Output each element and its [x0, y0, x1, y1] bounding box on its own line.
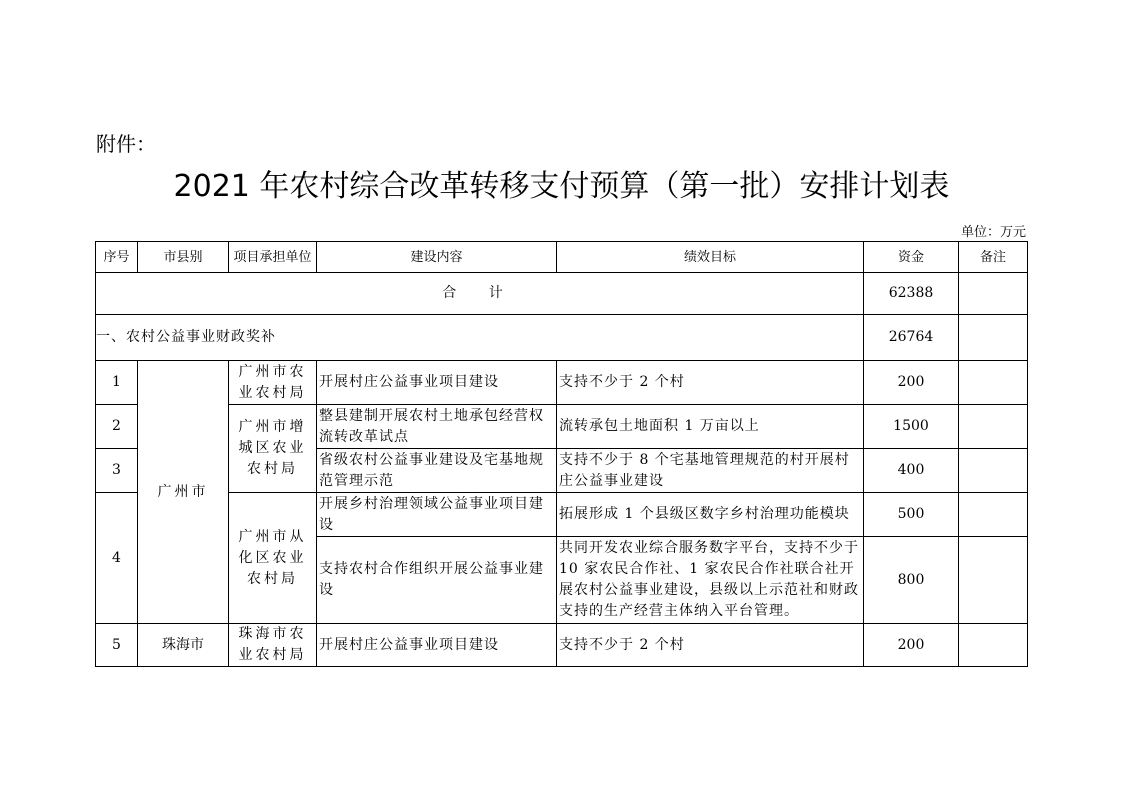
- row-amount: 200: [864, 361, 959, 405]
- table-row: [96, 493, 1028, 537]
- section-note: [959, 315, 1028, 361]
- row-content: 支持农村合作组织开展公益事业建设: [317, 537, 557, 624]
- row-city: 珠海市: [138, 624, 229, 667]
- unit-label: 单位：万元: [960, 225, 1026, 240]
- table-header-row: [96, 242, 1028, 273]
- row-note: [959, 361, 1028, 405]
- row-note: [959, 405, 1028, 449]
- total-amount: 62388: [864, 273, 959, 315]
- row-unit: 广州市从化区农业农村局: [229, 493, 317, 624]
- col-header-unit: 项目承担单位: [229, 242, 317, 273]
- total-label: 合 计: [96, 273, 864, 315]
- budget-table: [95, 241, 1028, 667]
- row-unit: 广州市增城区农业农村局: [229, 405, 317, 493]
- row-amount: 200: [864, 624, 959, 667]
- row-goal: 支持不少于 2 个村: [557, 624, 864, 667]
- row-goal: 拓展形成 1 个县级区数字乡村治理功能模块: [557, 493, 864, 537]
- attachment-label: 附件：: [96, 132, 156, 156]
- row-content: 开展村庄公益事业项目建设: [317, 361, 557, 405]
- row-content: 开展乡村治理领域公益事业项目建设: [317, 493, 557, 537]
- col-header-no: 序号: [96, 242, 138, 273]
- total-note: [959, 273, 1028, 315]
- row-no: 2: [96, 405, 138, 449]
- row-note: [959, 537, 1028, 624]
- row-goal: 支持不少于 2 个村: [557, 361, 864, 405]
- col-header-amount: 资金: [864, 242, 959, 273]
- row-no: 4: [96, 493, 138, 624]
- row-no: 1: [96, 361, 138, 405]
- row-content: 开展村庄公益事业项目建设: [317, 624, 557, 667]
- row-unit: 珠海市农业农村局: [229, 624, 317, 667]
- row-note: [959, 449, 1028, 493]
- table-row: [96, 405, 1028, 449]
- row-amount: 1500: [864, 405, 959, 449]
- row-content: 省级农村公益事业建设及宅基地规范管理示范: [317, 449, 557, 493]
- section-label: 一、农村公益事业财政奖补: [96, 315, 864, 361]
- row-goal: 共同开发农业综合服务数字平台，支持不少于 10 家农民合作社、1 家农民合作社联合社开展农村公益事业建设，县级以上示范社和财政支持的生产经营主体纳入平台管理。: [557, 537, 864, 624]
- section-amount: 26764: [864, 315, 959, 361]
- row-no: 5: [96, 624, 138, 667]
- col-header-note: 备注: [959, 242, 1028, 273]
- row-amount: 800: [864, 537, 959, 624]
- col-header-city: 市县别: [138, 242, 229, 273]
- row-goal: 支持不少于 8 个宅基地管理规范的村开展村庄公益事业建设: [557, 449, 864, 493]
- row-note: [959, 493, 1028, 537]
- row-unit: 广州市农业农村局: [229, 361, 317, 405]
- row-amount: 500: [864, 493, 959, 537]
- col-header-goal: 绩效目标: [557, 242, 864, 273]
- section-row: [96, 315, 1028, 361]
- row-goal: 流转承包土地面积 1 万亩以上: [557, 405, 864, 449]
- row-no: 3: [96, 449, 138, 493]
- row-amount: 400: [864, 449, 959, 493]
- row-content: 整县建制开展农村土地承包经营权流转改革试点: [317, 405, 557, 449]
- table-row: [96, 624, 1028, 667]
- total-row: [96, 273, 1028, 315]
- col-header-content: 建设内容: [317, 242, 557, 273]
- row-city: 广州市: [138, 361, 229, 624]
- table-row: [96, 361, 1028, 405]
- row-note: [959, 624, 1028, 667]
- page-title: 2021 年农村综合改革转移支付预算（第一批）安排计划表: [173, 169, 950, 204]
